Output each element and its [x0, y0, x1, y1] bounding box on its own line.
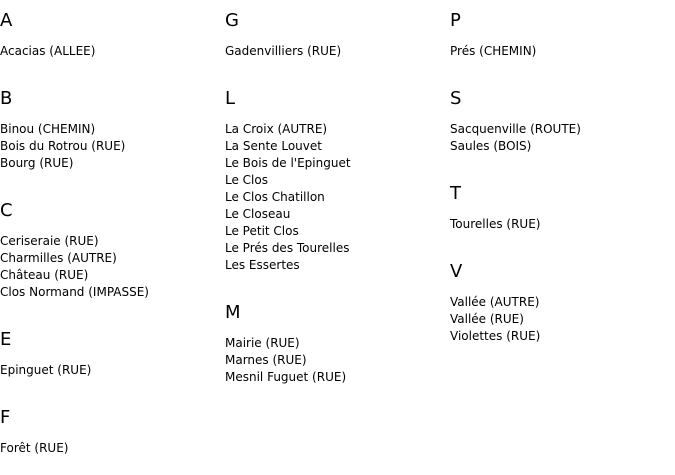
street-entry[interactable]: Les Essertes — [225, 258, 300, 272]
street-entry[interactable]: Charmilles (AUTRE) — [0, 251, 117, 265]
street-entry[interactable]: Bois du Rotrou (RUE) — [0, 139, 126, 153]
street-entry[interactable]: Le Prés des Tourelles — [225, 241, 350, 255]
letter-heading: S — [450, 88, 462, 109]
letter-group-a — [0, 11, 149, 78]
letter-heading: C — [0, 200, 13, 221]
street-entry[interactable]: Mairie (RUE) — [225, 336, 300, 350]
street-list — [450, 43, 581, 78]
letter-heading: V — [450, 261, 463, 282]
street-entry[interactable]: Le Closeau — [225, 207, 291, 221]
street-entry[interactable]: Saules (BOIS) — [450, 139, 532, 153]
letter-heading: T — [450, 183, 461, 204]
letter-group-b — [0, 89, 149, 190]
street-entry[interactable]: Epinguet (RUE) — [0, 363, 92, 377]
street-list — [225, 43, 351, 78]
street-list — [0, 362, 149, 397]
street-entry[interactable]: Tourelles (RUE) — [450, 217, 541, 231]
street-entry[interactable]: Le Bois de l'Epinguet — [225, 156, 351, 170]
street-entry[interactable]: Gadenvilliers (RUE) — [225, 44, 342, 58]
street-entry[interactable]: Prés (CHEMIN) — [450, 44, 537, 58]
street-entry[interactable]: Acacias (ALLEE) — [0, 44, 96, 58]
letter-heading: E — [0, 329, 12, 350]
street-entry[interactable]: Le Petit Clos — [225, 224, 299, 238]
letter-group-c — [0, 201, 149, 319]
letter-heading: G — [225, 10, 239, 31]
street-index-column-3 — [450, 0, 581, 363]
letter-heading: B — [0, 88, 13, 109]
street-entry[interactable]: Marnes (RUE) — [225, 353, 307, 367]
letter-group-v — [450, 262, 581, 363]
street-list — [450, 121, 581, 173]
street-index-column-1 — [0, 0, 149, 475]
street-entry[interactable]: La Sente Louvet — [225, 139, 322, 153]
street-index-column-2 — [225, 0, 351, 404]
letter-heading: A — [0, 10, 13, 31]
letter-group-l — [225, 89, 351, 292]
street-list — [0, 121, 149, 190]
street-list — [450, 216, 581, 251]
letter-heading: M — [225, 302, 241, 323]
street-list — [0, 440, 149, 475]
street-entry[interactable]: Château (RUE) — [0, 268, 89, 282]
letter-heading: L — [225, 88, 236, 109]
letter-heading: P — [450, 10, 461, 31]
street-entry[interactable]: Ceriseraie (RUE) — [0, 234, 99, 248]
letter-group-g — [225, 11, 351, 78]
letter-group-s — [450, 89, 581, 173]
street-list — [0, 43, 149, 78]
street-entry[interactable]: Le Clos — [225, 173, 268, 187]
street-entry[interactable]: Forêt (RUE) — [0, 441, 69, 455]
street-entry[interactable]: La Croix (AUTRE) — [225, 122, 328, 136]
letter-group-t — [450, 184, 581, 251]
street-entry[interactable]: Bourg (RUE) — [0, 156, 74, 170]
street-list — [450, 294, 581, 363]
letter-group-m — [225, 303, 351, 404]
street-list — [0, 233, 149, 319]
letter-group-f — [0, 408, 149, 475]
street-entry[interactable]: Sacquenville (ROUTE) — [450, 122, 581, 136]
street-entry[interactable]: Mesnil Fuguet (RUE) — [225, 370, 347, 384]
letter-heading: F — [0, 407, 11, 428]
street-entry[interactable]: Vallée (RUE) — [450, 312, 524, 326]
street-entry[interactable]: Violettes (RUE) — [450, 329, 541, 343]
street-entry[interactable]: Le Clos Chatillon — [225, 190, 325, 204]
letter-group-e — [0, 330, 149, 397]
street-list — [225, 335, 351, 404]
street-list — [225, 121, 351, 292]
letter-group-p — [450, 11, 581, 78]
street-entry[interactable]: Clos Normand (IMPASSE) — [0, 285, 149, 299]
street-entry[interactable]: Vallée (AUTRE) — [450, 295, 540, 309]
street-entry[interactable]: Binou (CHEMIN) — [0, 122, 96, 136]
